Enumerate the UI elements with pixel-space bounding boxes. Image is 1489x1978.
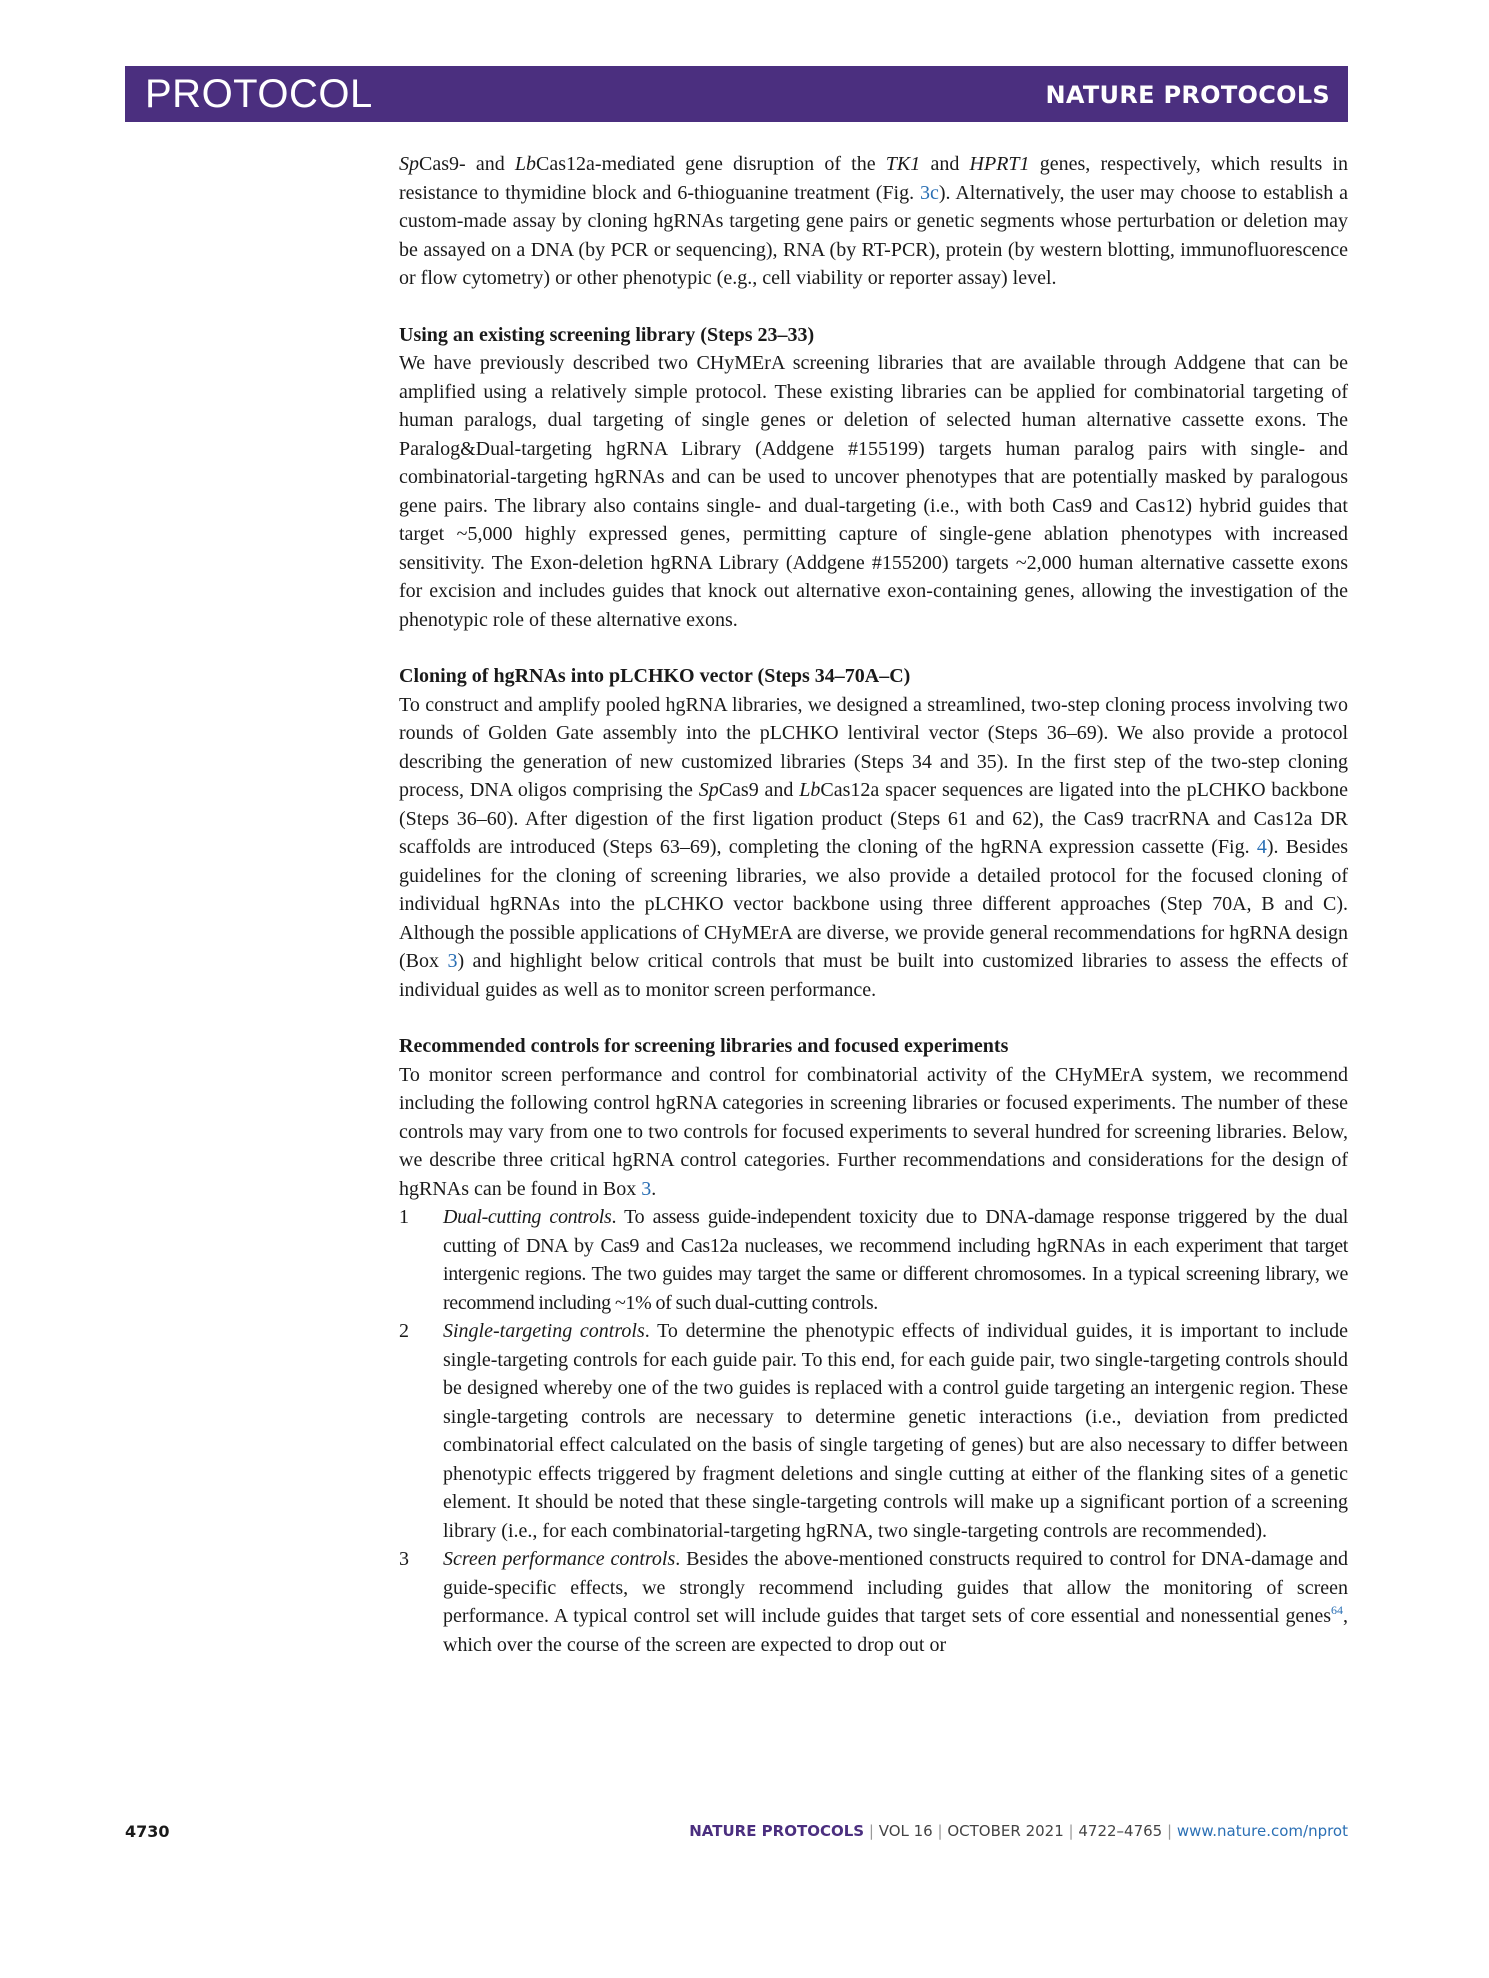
text: Cas9- and xyxy=(419,153,515,175)
article-body xyxy=(399,150,1348,1659)
text: ) and highlight below critical controls that must be built into customized libraries to assess the effects of individual guides as well as to monitor screen performance. xyxy=(399,950,1349,1001)
section-paragraph xyxy=(399,1061,1348,1204)
figure-link[interactable]: 3c xyxy=(919,181,939,204)
text: ). Alternatively, the user may choose to establish a custom-made assay by cloning hgRNAs targeting gene pairs or genetic segments whose perturbation or deletion may be assayed on a DNA (by PCR or sequencing), RNA (by RT-PCR), protein (by western blotting, immunofluorescence or flow cytometry) or other phenotypic (e.g., cell viability or reporter assay) level. xyxy=(399,181,1348,289)
header-banner xyxy=(125,66,1348,122)
text: Cas12a spacer sequences are ligated into the pLCHKO backbone (Steps 36–60). After digestion of the first ligation product (Steps 61 and 62), the Cas9 tracrRNA and Cas12a DR scaffolds are introduced (Steps 63–69), completing the cloning of the hgRNA expression cassette (Fig. xyxy=(399,779,1348,858)
list-number: 3 xyxy=(399,1548,409,1570)
gene-hprt1: HPRT1 xyxy=(969,153,1030,175)
list-term: Dual-cutting controls xyxy=(443,1206,612,1228)
text: Cas12a-mediated gene disruption of the xyxy=(536,153,886,175)
species-lb: Lb xyxy=(799,779,821,801)
text: genes, respectively, which results in resistance to thymidine block and 6-thioguanine treatment (Fig. xyxy=(399,153,1348,204)
list-item xyxy=(399,1317,1348,1545)
box-link[interactable]: 3 xyxy=(641,1177,652,1200)
section-heading: Recommended controls for screening libraries and focused experiments xyxy=(399,1035,1009,1057)
cloning-section xyxy=(399,662,1348,1004)
controls-list xyxy=(399,1203,1348,1659)
page-number: 4730 xyxy=(125,1822,170,1841)
list-term: Screen performance controls xyxy=(443,1548,676,1570)
list-number: 2 xyxy=(399,1320,409,1342)
text: To monitor screen performance and control for combinatorial activity of the CHyMErA system, we recommend including the following control hgRNA categories in screening libraries or focused experiments. The number of these controls may vary from one to two controls for focused experiments to several hundred for screening libraries. Below, we describe three critical hgRNA control categories. Further recommendations and considerations for the design of hgRNAs can be found in Box xyxy=(399,1063,1348,1200)
list-text: . To assess guide-independent toxicity due to DNA-damage response triggered by the dual cutting of DNA by Cas9 and Cas12a nucleases, we recommend including hgRNAs in each experiment that target intergenic regions. The two guides may target the same or different chromosomes. In a typical screening library, we recommend including ~1% of such dual-cutting controls. xyxy=(443,1206,1349,1314)
separator: | xyxy=(937,1822,943,1840)
section-paragraph xyxy=(399,691,1348,1005)
list-text: . Besides the above-mentioned constructs required to control for DNA-damage and guide-specific effects, we strongly recommend including guides that allow the monitoring of screen performance. A typical control set will include guides that target sets of core essential and nonessential genes xyxy=(443,1548,1349,1627)
text: and xyxy=(920,153,970,175)
list-term: Single-targeting controls xyxy=(443,1320,645,1342)
intro-paragraph xyxy=(399,150,1348,293)
footer-url-link[interactable]: www.nature.com/nprot xyxy=(1176,1822,1348,1840)
intro-section xyxy=(399,150,1348,293)
text: . xyxy=(651,1177,657,1200)
section-paragraph: We have previously described two CHyMErA screening libraries that are available through Addgene that can be amplified using a relatively simple protocol. These existing libraries can be applied for combinatorial targeting of human paralogs, dual targeting of single genes or deletion of selected human alternative cassette exons. The Paralog&Dual-targeting hgRNA Library (Addgene #155199) targets human paralog pairs with single- and combinatorial-targeting hgRNAs and can be used to uncover phenotypes that are potentially masked by paralogous gene pairs. The library also contains single- and dual-targeting (i.e., with both Cas9 and Cas12) hybrid guides that target ~5,000 highly expressed genes, permitting capture of single-gene ablation phenotypes with increased sensitivity. The Exon-deletion hgRNA Library (Addgene #155200) targets ~2,000 human alternative cassette exons for excision and includes guides that knock out alternative exon-containing genes, allowing the investigation of the phenotypic role of these alternative exons. xyxy=(399,352,1348,631)
footer-journal: NATURE PROTOCOLS xyxy=(689,1822,865,1840)
footer-volume: VOL 16 xyxy=(878,1822,933,1840)
text: To construct and amplify pooled hgRNA libraries, we designed a streamlined, two-step cloning process involving two rounds of Golden Gate assembly into the pLCHKO lentiviral vector (Steps 36–69). We also provide a protocol describing the generation of new customized libraries (Steps 34 and 35). In the first step of the two-step cloning process, DNA oligos comprising the xyxy=(399,693,1348,801)
list-text: , which over the course of the screen are expected to drop out or xyxy=(443,1605,1348,1656)
gene-tk1: TK1 xyxy=(885,153,921,175)
footer-citation xyxy=(689,1822,1348,1840)
text: ). Besides guidelines for the cloning of screening libraries, we also provide a detailed protocol for the focused cloning of individual hgRNAs into the pLCHKO vector backbone using three different approaches (Step 70A, B and C). Although the possible applications of CHyMErA are diverse, we provide general recommendations for hgRNA design (Box xyxy=(399,836,1348,972)
footer-pages: 4722–4765 xyxy=(1078,1822,1163,1840)
list-number: 1 xyxy=(399,1206,409,1228)
species-lb: Lb xyxy=(514,153,537,175)
section-heading: Cloning of hgRNAs into pLCHKO vector (Steps 34–70A–C) xyxy=(399,665,911,687)
footer-date: OCTOBER 2021 xyxy=(947,1822,1064,1840)
separator: | xyxy=(1068,1822,1074,1840)
journal-name: NATURE PROTOCOLS xyxy=(1045,81,1330,109)
box-link[interactable]: 3 xyxy=(447,950,458,972)
library-section xyxy=(399,321,1348,635)
citation-link[interactable]: 64 xyxy=(1331,1603,1343,1617)
section-label: PROTOCOL xyxy=(145,72,373,116)
text: Cas9 and xyxy=(718,779,800,801)
list-item xyxy=(399,1203,1348,1317)
species-sp: Sp xyxy=(698,779,719,801)
species-sp: Sp xyxy=(399,153,419,175)
controls-section xyxy=(399,1032,1348,1659)
figure-link[interactable]: 4 xyxy=(1256,836,1267,858)
section-heading: Using an existing screening library (Steps 23–33) xyxy=(399,323,815,346)
separator: | xyxy=(1167,1822,1173,1840)
list-text: . To determine the phenotypic effects of individual guides, it is important to include single-targeting controls for each guide pair. To this end, for each guide pair, two single-targeting controls should be designed whereby one of the two guides is replaced with a control guide targeting an intergenic region. These single-targeting controls are necessary to determine genetic interactions (i.e., deviation from predicted combinatorial effect calculated on the basis of single targeting of genes) but are also necessary to differ between phenotypic effects triggered by fragment deletions and single cutting at either of the flanking sites of a genetic element. It should be noted that these single-targeting controls will make up a significant portion of a screening library (i.e., for each combinatorial-targeting hgRNA, two single-targeting controls are recommended). xyxy=(443,1320,1348,1542)
list-item xyxy=(399,1545,1348,1659)
separator: | xyxy=(868,1822,874,1840)
